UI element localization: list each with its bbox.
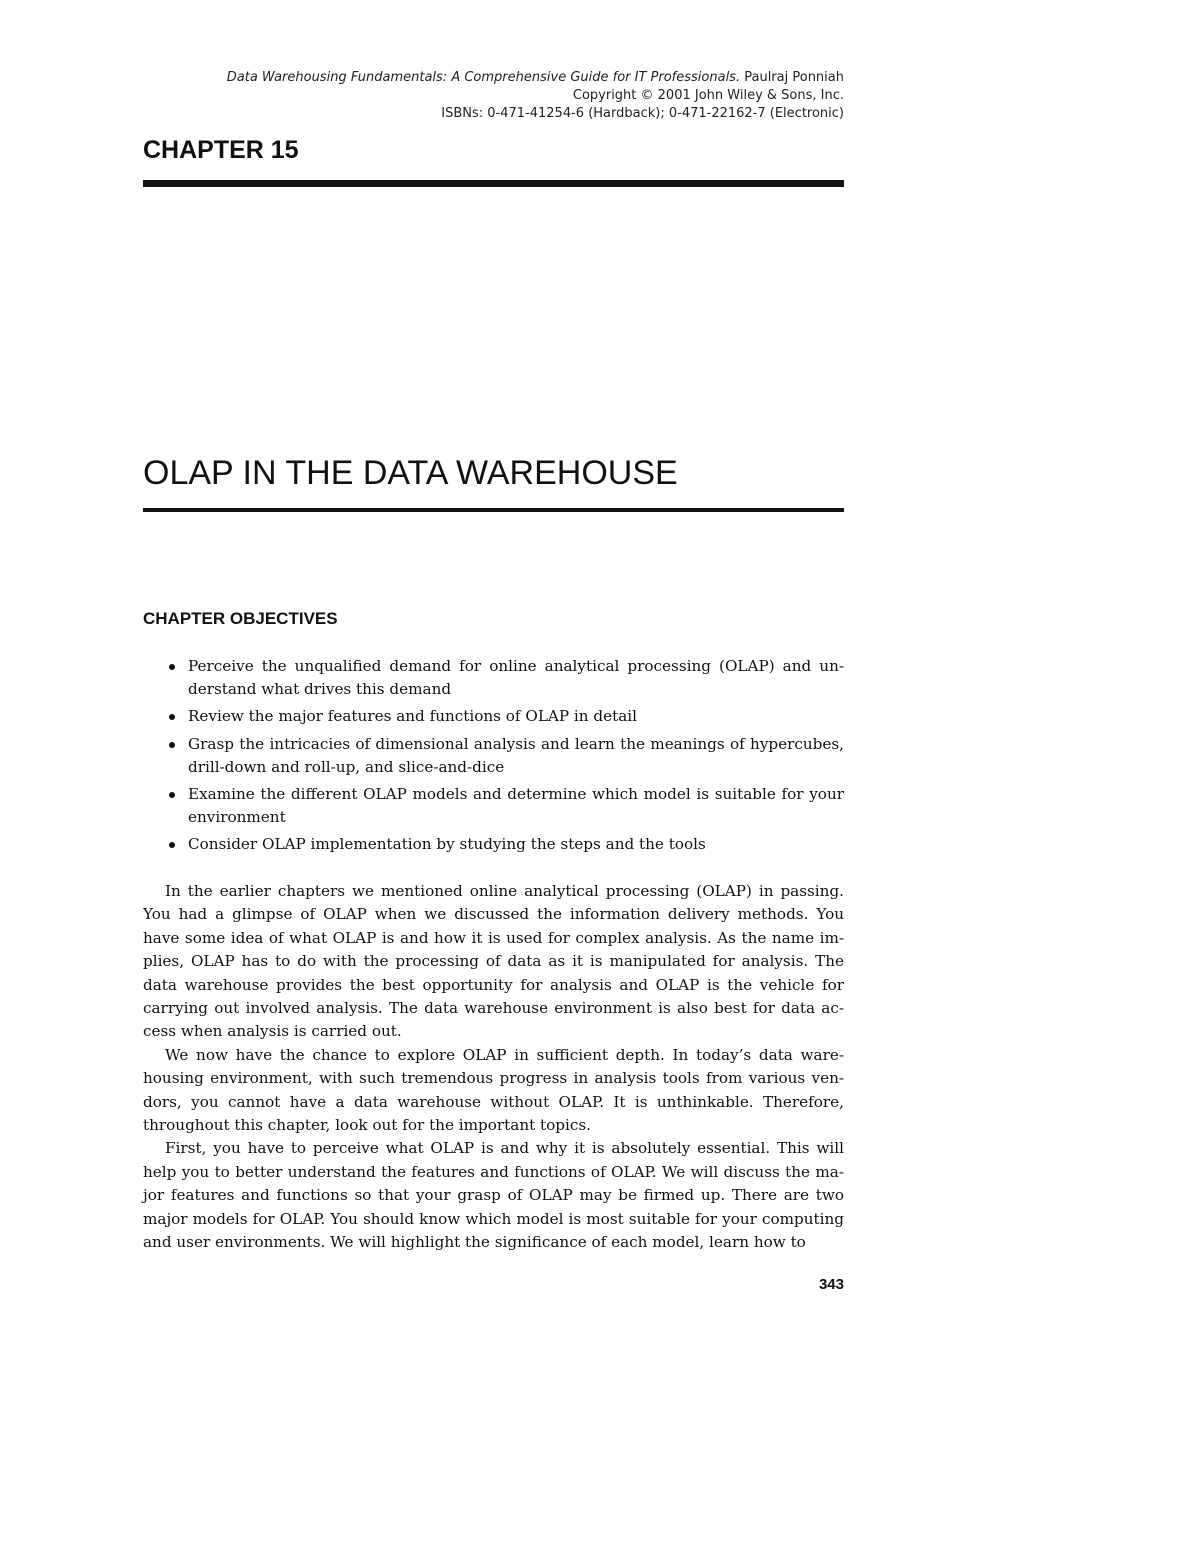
chapter-title: OLAP IN THE DATA WAREHOUSE [143,454,678,492]
bullet-icon [169,742,175,748]
chapter-rule-top [143,180,844,187]
body-paragraph: We now have the chance to explore OLAP in sufficient depth. In today’s data warehousing environment, with such tremendous progress in analysis tools from various vendors, you cannot have a data warehouse without OLAP. It is unthinkable. Therefore, throughout this chapter, look out for the important topics. [143,1045,844,1135]
objective-item [166,733,844,779]
chapter-label: CHAPTER 15 [143,136,299,164]
objective-text: Perceive the unqualified demand for online analytical processing (OLAP) and understand what drives this demand [188,657,844,699]
objective-text: Consider OLAP implementation by studying the steps and the tools [188,835,706,854]
objective-item [166,655,844,701]
objective-text: Examine the different OLAP models and determine which model is suitable for your environment [188,785,844,827]
chapter-rule-bottom [143,508,844,512]
objective-item [166,705,844,728]
objective-item [166,833,844,856]
citation-copyright: Copyright © 2001 John Wiley & Sons, Inc. [572,88,844,103]
objectives-heading: CHAPTER OBJECTIVES [143,609,338,628]
bullet-icon [169,714,175,720]
page-number: 343 [818,1276,844,1293]
objective-text: Review the major features and functions of OLAP in detail [188,707,637,726]
citation-line-title [227,69,844,87]
book-title: Data Warehousing Fundamentals: A Comprehensive Guide for IT Professionals. [226,70,741,85]
bullet-icon [169,842,175,848]
book-page [143,0,844,1553]
citation-isbn: ISBNs: 0-471-41254-6 (Hardback); 0-471-22162-7 (Electronic) [441,106,844,121]
bullet-icon [169,664,175,670]
objectives-list [166,655,844,861]
body-paragraph: In the earlier chapters we mentioned online analytical processing (OLAP) in passing. You had a glimpse of OLAP when we discussed the information delivery methods. You have some idea of what OLAP is and how it is used for complex analysis. As the name implies, OLAP has to do with the processing of data as it is manipulated for analysis. The data warehouse provides the best opportunity for analysis and OLAP is the vehicle for carrying out involved analysis. The data warehouse environment is also best for data access when analysis is carried out. [143,882,844,1041]
body-paragraph: First, you have to perceive what OLAP is and why it is absolutely essential. This will help you to better understand the features and functions of OLAP. We will discuss the major features and functions so that your grasp of OLAP may be firmed up. There are two major models for OLAP. You should know which model is most suitable for your computing and user environments. We will highlight the significance of each model, learn how to [143,1139,844,1252]
bullet-icon [169,792,175,798]
objective-text: Grasp the intricacies of dimensional analysis and learn the meanings of hypercubes, drill-down and roll-up, and slice-and-dice [188,734,844,776]
citation-block [227,69,844,123]
book-author: Paulraj Ponniah [744,70,844,85]
objective-item [166,783,844,829]
body-text [143,880,844,1255]
